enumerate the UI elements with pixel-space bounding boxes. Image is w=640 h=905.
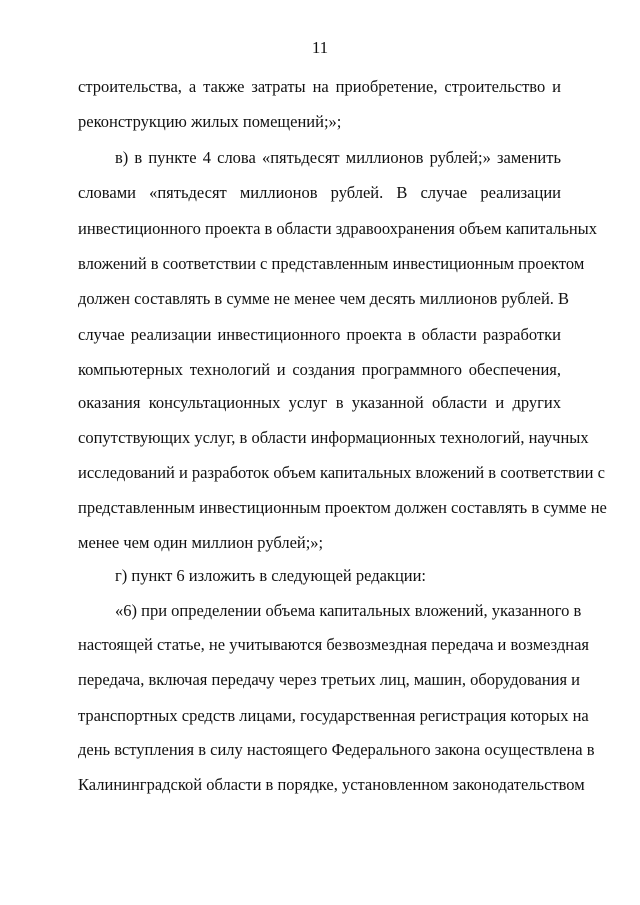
text-line: Калининградской области в порядке, установленном законодательством [78, 775, 585, 794]
text-line: настоящей статье, не учитываются безвозмездная передача и возмездная [78, 635, 590, 654]
text-line: вложений в соответствии с представленным инвестиционным проектом [78, 254, 585, 273]
text-line: сопутствующих услуг, в области информационных технологий, научных [78, 428, 589, 447]
text-line: день вступления в силу настоящего Федерального закона осуществлена в [78, 740, 595, 759]
text-line: реконструкцию жилых помещений;»; [78, 112, 342, 131]
text-line: менее чем один миллион рублей;»; [78, 533, 324, 552]
text-line: оказания консультационных услуг в указанной области и других [78, 393, 561, 412]
text-line: «6) при определении объема капитальных вложений, указанного в [115, 601, 582, 620]
text-line: инвестиционного проекта в области здравоохранения объем капитальных [78, 219, 598, 238]
text-line: представленным инвестиционным проектом должен составлять в сумме не [78, 498, 607, 517]
text-line: должен составлять в сумме не менее чем десять миллионов рублей. В [78, 289, 570, 308]
text-line: строительства, а также затраты на приобретение, строительство и [78, 77, 561, 96]
page-number: 11 [311, 38, 329, 57]
text-line: в) в пункте 4 слова «пятьдесят миллионов рублей;» заменить [115, 148, 561, 167]
text-line: компьютерных технологий и создания программного обеспечения, [78, 360, 561, 379]
text-line: г) пункт 6 изложить в следующей редакции: [115, 566, 427, 585]
text-line: исследований и разработок объем капитальных вложений в соответствии с [78, 463, 605, 482]
text-line: случае реализации инвестиционного проекта в области разработки [78, 325, 561, 344]
text-line: передача, включая передачу через третьих лиц, машин, оборудования и [78, 670, 581, 689]
text-line: словами «пятьдесят миллионов рублей. В случае реализации [78, 183, 561, 202]
text-line: транспортных средств лицами, государственная регистрация которых на [78, 706, 589, 725]
